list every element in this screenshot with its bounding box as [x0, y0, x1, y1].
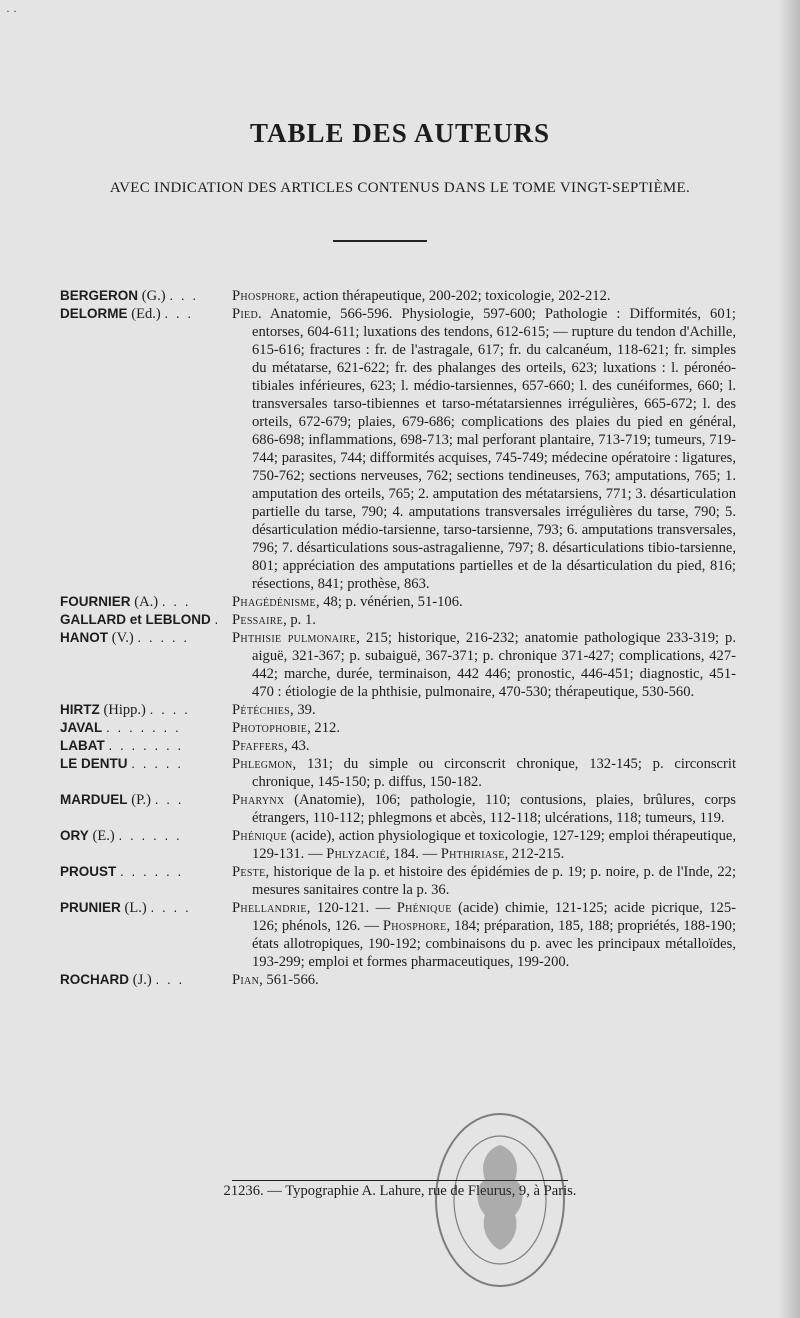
article-heading: Phlegmon — [232, 756, 293, 772]
author-surname: BERGERON — [60, 288, 139, 303]
article-heading: Pharynx — [232, 792, 285, 808]
article-list — [232, 863, 736, 899]
author-name — [60, 791, 232, 827]
article-list — [232, 611, 736, 629]
author-surname: ROCHARD — [60, 972, 129, 987]
author-name — [60, 701, 232, 719]
article-heading: Pessaire — [232, 612, 284, 628]
author-name — [60, 827, 232, 863]
leader-dots: . — [214, 612, 221, 627]
article-heading: Phlyzacié — [326, 846, 386, 862]
article-pages: , 215; historique, 216-232; anatomie pathologique 233-319; p. aiguë, 321-367; p. subaiguë, 367-371; p. chronique 371-427; complications, 427-442; marche, durée, terminaison, 442 446; pronostic, 446-451; diagnostic, 451-470 : étiologie de la phthisie, pulmonaire, 470-530; thérapeutique, 530-560. — [252, 630, 737, 700]
article-pages: , 212-215. — [504, 846, 565, 862]
article-heading: Pian — [232, 972, 260, 988]
author-initial: (P.) — [131, 792, 152, 808]
library-stamp — [430, 1105, 570, 1295]
leader-dots: . . . . . — [131, 756, 184, 771]
author-initial: (Ed.) — [131, 306, 161, 322]
author-name — [60, 737, 232, 755]
author-surname: ORY — [60, 828, 89, 843]
author-surname: PRUNIER — [60, 900, 121, 915]
author-entry — [60, 701, 736, 719]
article-heading: Phagédénisme — [232, 594, 316, 610]
author-surname: DELORME — [60, 306, 128, 321]
author-entry — [60, 863, 736, 899]
article-heading: Phénique — [396, 900, 452, 916]
author-surname: LABAT — [60, 738, 105, 753]
article-list — [232, 629, 736, 701]
leader-dots: . . . — [164, 306, 194, 321]
leader-dots: . . . . — [150, 900, 191, 915]
article-list — [232, 899, 736, 971]
article-list — [232, 791, 736, 827]
author-initial: (J.) — [132, 972, 152, 988]
article-list — [232, 971, 736, 989]
article-heading: Pétéchies — [232, 702, 291, 718]
article-pages: , 212. — [307, 720, 340, 736]
author-initial: (G.) — [141, 288, 166, 304]
author-name — [60, 971, 232, 989]
article-pages: , 561-566. — [259, 972, 319, 988]
article-list — [232, 755, 736, 791]
article-pages: , 131; du simple ou circonscrit chronique, 132-145; p. circonscrit chronique, 145-150; p. diffus, 150-182. — [252, 756, 736, 790]
author-surname: FOURNIER — [60, 594, 131, 609]
page-subtitle: AVEC INDICATION DES ARTICLES CONTENUS DANS LE TOME VINGT-SEPTIÈME. — [109, 180, 691, 196]
article-pages: (Anatomie), 106; pathologie, 110; contusions, plaies, brûlures, corps étrangers, 110-112; phlegmons et abcès, 112-118; ulcérations, 118; tumeurs, 119. — [252, 792, 736, 826]
article-pages: , historique de la p. et histoire des épidémies de p. 19; p. noire, p. de l'Inde, 22; mesures sanitaires contre la p. 36. — [252, 864, 736, 898]
article-heading: Phthisie pulmonaire — [232, 630, 357, 646]
author-name — [60, 287, 232, 305]
article-heading: Phénique — [232, 828, 287, 844]
author-initial: (Hipp.) — [103, 702, 146, 718]
author-initial: (V.) — [111, 630, 134, 646]
author-entry — [60, 755, 736, 791]
author-entry — [60, 971, 736, 989]
article-list — [232, 593, 736, 611]
article-list — [232, 719, 736, 737]
article-heading: Phellandrie — [232, 900, 307, 916]
article-pages: , action thérapeutique, 200-202; toxicologie, 202-212. — [295, 288, 611, 304]
author-initial: (E.) — [92, 828, 115, 844]
author-surname: MARDUEL — [60, 792, 128, 807]
author-initial: (L.) — [124, 900, 147, 916]
printer-imprint: 21236. — Typographie A. Lahure, rue de Fleurus, 9, à Paris. — [223, 1183, 577, 1199]
article-heading: Phosphore — [382, 918, 447, 934]
article-list — [232, 737, 736, 755]
author-entry — [60, 719, 736, 737]
author-entry — [60, 737, 736, 755]
author-surname: GALLARD et LEBLOND — [60, 612, 211, 627]
leader-dots: . . . . . . . — [106, 720, 181, 735]
author-name — [60, 305, 232, 593]
article-heading: Photophobie — [232, 720, 308, 736]
leader-dots: . . . . . — [137, 630, 190, 645]
author-entry — [60, 791, 736, 827]
author-name — [60, 755, 232, 791]
article-pages: , 39. — [290, 702, 316, 718]
article-pages: , 120-121. — — [306, 900, 397, 916]
author-surname: LE DENTU — [60, 756, 128, 771]
author-initial: (A.) — [134, 594, 159, 610]
leader-dots: . . . — [169, 288, 199, 303]
article-heading: Peste — [232, 864, 266, 880]
article-heading: Pied — [232, 306, 258, 322]
article-heading: Pfaffers — [232, 738, 285, 754]
article-list — [232, 701, 736, 719]
article-pages: , 48; p. vénérien, 51-106. — [315, 594, 463, 610]
author-entry — [60, 287, 736, 305]
article-pages: (acide), action physiologique et toxicologie, 127-129; emploi thérapeutique, 129-131. — — [252, 828, 736, 862]
leader-dots: . . . . . . . — [108, 738, 184, 753]
corner-marks: · · — [6, 4, 17, 18]
title-rule — [333, 240, 427, 242]
leader-dots: . . . — [154, 792, 184, 807]
article-pages: . Anatomie, 566-596. Physiologie, 597-600; Pathologie : Difformités, 601; entorses, 604-611; luxations des tendons, 612-615; — rupture du tendon d'Achille, 615-616; fractures : fr. de l'astragale, 617; fr. du calcanéum, 118-621; fr. simples du métatarse, 621-622; fr. des phalanges des orteils, 623; luxations : l. péronéo-tibiales inférieures, 623; l. médio-tarsiennes, 657-660; l. des cunéiformes, 660; l. transversales tarso-tibiennes et tarso-métatarsiennes irrégulières, 665-672; l. des orteils, 672-679; plaies, 679-686; complications des plaies du pied en général, 686-698; inflammations, 698-713; mal perforant plantaire, 713-719; tumeurs, 719-744; parasites, 744; difformités acquises, 745-749; médecine opératoire : ligatures, 750-762; sections nerveuses, 762; sections tendineuses, 763; amputations, 765; 1. amputation des orteils, 765; 2. amputation des métatarsiens, 771; 3. désarticulation partielle du tarse, 790; 4. amputations transversales irrégulières du tarse, 790; 5. désarticulation médio-tarsienne, tarso-tarsienne, 793; 6. amputations transversales, 796; 7. désarticulations sous-astragalienne, 797; 8. désarticulations tibio-tarsienne, 801; appréciation des amputations partielles et de la désarticulation du pied, 816; résections, 841; prothèse, 863. — [252, 306, 736, 592]
author-entry — [60, 593, 736, 611]
article-pages: , 43. — [284, 738, 310, 754]
author-entry — [60, 611, 736, 629]
author-entry — [60, 827, 736, 863]
article-pages: (acide) chimie, 121-125; acide picrique, 125-126; phénols, 126. — — [252, 900, 736, 934]
leader-dots: . . . . . . — [120, 864, 184, 879]
article-list — [232, 287, 736, 305]
author-index — [60, 287, 736, 989]
leader-dots: . . . . — [149, 702, 190, 717]
author-entry — [60, 899, 736, 971]
article-pages: , p. 1. — [283, 612, 316, 628]
article-heading: Phthiriase — [440, 846, 505, 862]
article-heading: Phosphore — [232, 288, 296, 304]
author-name — [60, 863, 232, 899]
author-surname: HIRTZ — [60, 702, 100, 717]
author-name — [60, 593, 232, 611]
leader-dots: . . . — [161, 594, 191, 609]
author-name — [60, 899, 232, 971]
author-name — [60, 719, 232, 737]
author-name — [60, 611, 232, 629]
author-surname: PROUST — [60, 864, 117, 879]
leader-dots: . . . — [155, 972, 185, 987]
leader-dots: . . . . . . — [118, 828, 182, 843]
article-pages: , 184; préparation, 185, 188; propriétés, 188-190; états allotropiques, 190-192; combinaisons du p. avec les principaux métalloïdes, 193-299; emploi et formes pharmaceutiques, 199-200. — [252, 918, 736, 970]
page-edge-shadow — [778, 0, 800, 1318]
article-list — [232, 827, 736, 863]
page-title: TABLE DES AUTEURS — [249, 118, 551, 148]
article-pages: , 184. — — [386, 846, 441, 862]
author-entry — [60, 629, 736, 701]
author-name — [60, 629, 232, 701]
author-surname: JAVAL — [60, 720, 103, 735]
author-surname: HANOT — [60, 630, 108, 645]
author-entry — [60, 305, 736, 593]
article-list — [232, 305, 736, 593]
